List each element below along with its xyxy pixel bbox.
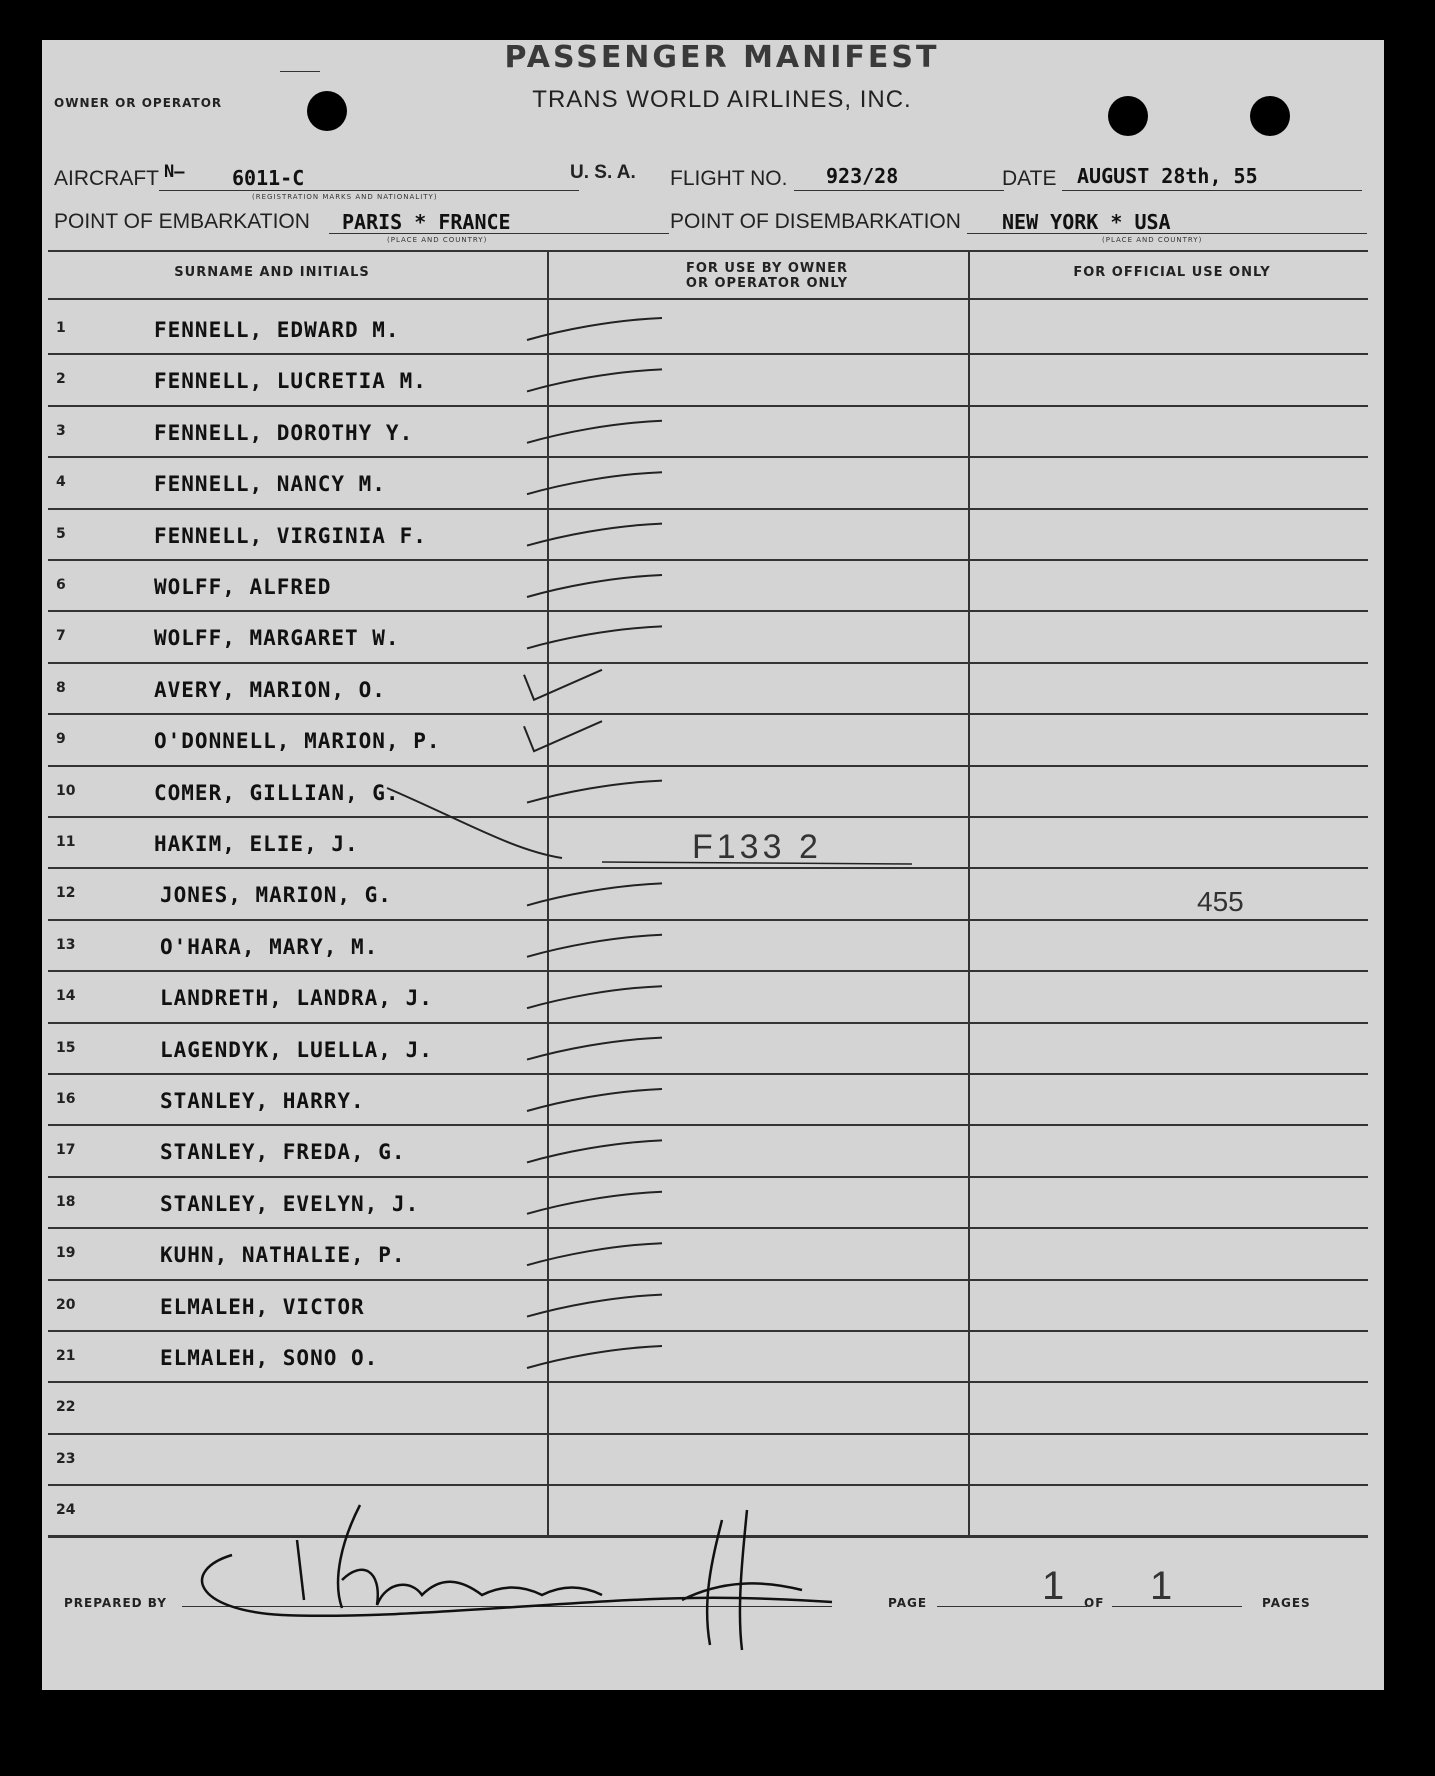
row-number: 15 (56, 1039, 76, 1056)
passenger-name: FENNELL, VIRGINIA F. (154, 523, 427, 548)
document-title: PASSENGER MANIFEST (504, 40, 940, 75)
passenger-name: LANDRETH, LANDRA, J. (160, 986, 433, 1011)
strike-line (387, 788, 562, 858)
check-mark (527, 883, 662, 905)
passenger-name: STANLEY, HARRY. (160, 1089, 365, 1113)
row-number: 10 (56, 782, 76, 799)
row-number: 12 (56, 885, 76, 902)
check-mark (527, 1038, 662, 1060)
row-number: 7 (56, 628, 66, 645)
check-mark (524, 670, 602, 700)
row-number: 23 (56, 1450, 76, 1467)
of-label: OF (1084, 1596, 1105, 1610)
check-mark (527, 1243, 662, 1265)
aircraft-label: AIRCRAFT (54, 167, 159, 190)
disembark-caption: (PLACE AND COUNTRY) (1102, 236, 1203, 244)
operator-note: F133 2 (692, 828, 822, 866)
passenger-name: JONES, MARION, G. (160, 883, 392, 908)
row-number: 14 (56, 988, 76, 1005)
check-mark (527, 575, 662, 597)
check-mark (527, 524, 662, 546)
page-number: 1 (1042, 1564, 1065, 1608)
passenger-name: FENNELL, LUCRETIA M. (154, 369, 427, 394)
check-mark (527, 421, 662, 443)
passenger-name: HAKIM, ELIE, J. (154, 832, 359, 856)
row-number: 11 (56, 834, 76, 850)
handwritten-marks (42, 40, 1384, 1690)
manifest-date: AUGUST 28th, 55 (1077, 164, 1258, 188)
aircraft-caption: (REGISTRATION MARKS AND NATIONALITY) (252, 193, 438, 201)
check-mark (524, 721, 602, 751)
annotation-underline (602, 862, 912, 864)
passenger-name: FENNELL, DOROTHY Y. (154, 420, 414, 445)
operator-header-line2: OR OPERATOR ONLY (685, 276, 849, 291)
check-mark (527, 472, 662, 494)
passenger-name: STANLEY, EVELYN, J. (160, 1191, 420, 1216)
check-mark (527, 1140, 662, 1162)
row-number: 8 (56, 679, 66, 696)
row-number: 22 (56, 1399, 76, 1416)
flight-number: 923/28 (826, 164, 899, 188)
embark-label: POINT OF EMBARKATION (54, 210, 310, 233)
passenger-name: AVERY, MARION, O. (154, 677, 386, 702)
owner-label: OWNER OR OPERATOR (54, 96, 223, 110)
row-number: 9 (56, 731, 66, 748)
passenger-name: ELMALEH, VICTOR (160, 1294, 365, 1319)
check-marks (524, 318, 662, 1368)
date-label: DATE (1002, 167, 1057, 190)
check-mark (527, 318, 662, 340)
check-mark (527, 781, 662, 803)
row-number: 17 (56, 1142, 76, 1159)
row-number: 3 (56, 422, 66, 439)
passenger-name: WOLFF, MARGARET W. (154, 626, 400, 651)
flight-label: FLIGHT NO. (670, 167, 788, 190)
row-number: 16 (56, 1091, 76, 1107)
disembark-label: POINT OF DISEMBARKATION (670, 210, 961, 233)
total-pages: 1 (1150, 1564, 1173, 1608)
row-number: 1 (56, 320, 66, 336)
row-number: 18 (56, 1193, 76, 1210)
passenger-name: COMER, GILLIAN, G. (154, 780, 400, 805)
page-label: PAGE (888, 1596, 928, 1610)
signature (202, 1505, 832, 1650)
check-mark (527, 626, 662, 648)
check-mark (527, 1192, 662, 1214)
row-number: 2 (56, 371, 66, 388)
airline-name: TRANS WORLD AIRLINES, INC. (532, 86, 912, 113)
passenger-name: WOLFF, ALFRED (154, 575, 332, 599)
check-mark (527, 369, 662, 391)
check-mark (527, 1295, 662, 1317)
manifest-sheet (42, 40, 1384, 1690)
official-note: 455 (1197, 886, 1244, 917)
prepared-by-label: PREPARED BY (64, 1596, 167, 1610)
passenger-name: O'DONNELL, MARION, P. (154, 729, 441, 754)
embark-place: PARIS * FRANCE (342, 210, 511, 234)
check-mark (527, 1346, 662, 1368)
embark-caption: (PLACE AND COUNTRY) (387, 236, 488, 244)
operator-header-line1: FOR USE BY OWNER (685, 261, 849, 276)
pages-label: PAGES (1262, 1596, 1311, 1610)
aircraft-prefix: N— (164, 162, 185, 182)
row-number: 4 (56, 474, 66, 491)
passenger-name: FENNELL, EDWARD M. (154, 318, 400, 342)
country-label: U. S. A. (570, 162, 636, 183)
surname-column-header: SURNAME AND INITIALS (174, 265, 370, 280)
check-mark (527, 935, 662, 957)
row-number: 24 (56, 1502, 76, 1519)
passenger-name: ELMALEH, SONO O. (160, 1346, 379, 1370)
row-number: 21 (56, 1348, 76, 1364)
passenger-name: O'HARA, MARY, M. (160, 934, 379, 959)
passenger-name: FENNELL, NANCY M. (154, 472, 386, 497)
check-mark (527, 986, 662, 1008)
aircraft-registration: 6011-C (232, 166, 305, 190)
check-mark (527, 1089, 662, 1111)
passenger-name: KUHN, NATHALIE, P. (160, 1243, 406, 1268)
disembark-place: NEW YORK * USA (1002, 210, 1171, 234)
row-number: 6 (56, 577, 66, 593)
row-number: 19 (56, 1245, 76, 1262)
row-number: 5 (56, 525, 66, 542)
official-column-header: FOR OFFICIAL USE ONLY (1073, 265, 1271, 280)
row-number: 20 (56, 1296, 76, 1313)
passenger-name: LAGENDYK, LUELLA, J. (160, 1037, 433, 1062)
passenger-name: STANLEY, FREDA, G. (160, 1140, 406, 1165)
row-number: 13 (56, 936, 76, 953)
